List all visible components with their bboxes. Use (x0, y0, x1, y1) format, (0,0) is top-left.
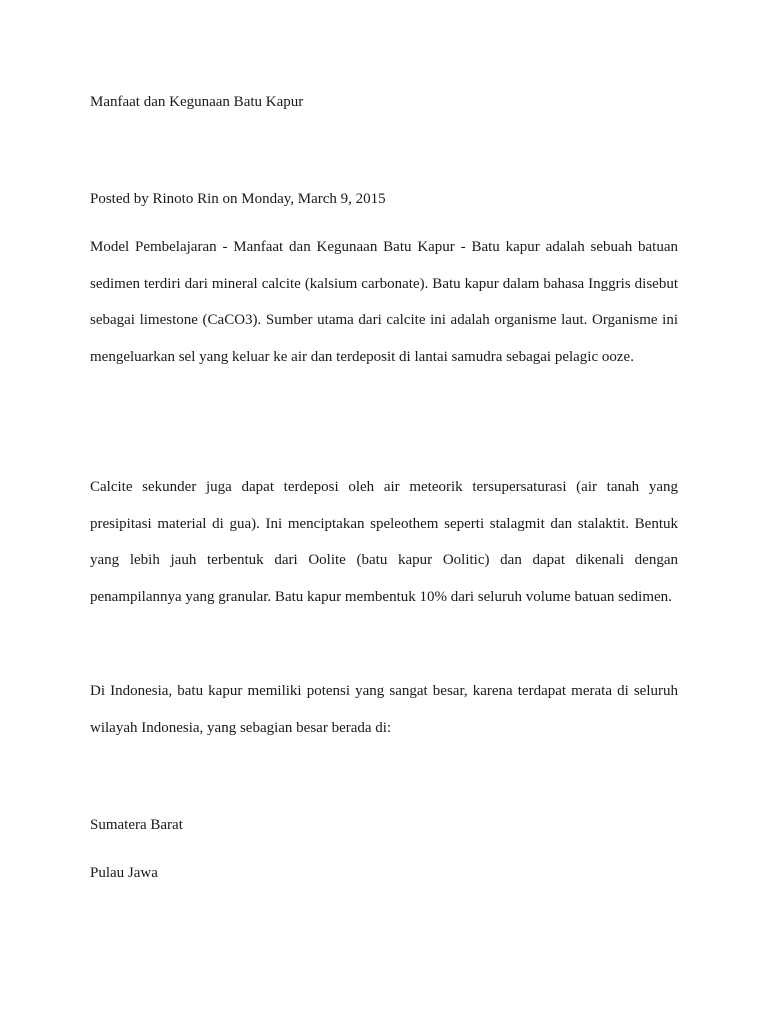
list-item: Sumatera Barat (90, 817, 183, 833)
document-title: Manfaat dan Kegunaan Batu Kapur (90, 94, 304, 110)
post-byline: Posted by Rinoto Rin on Monday, March 9, 2015 (90, 191, 386, 207)
document-body (90, 0, 678, 1024)
paragraph: Model Pembelajaran - Manfaat dan Kegunaan Batu Kapur - Batu kapur adalah sebuah batuan sedimen terdiri dari mineral calcite (kalsium carbonate). Batu kapur dalam bahasa Inggris disebut sebagai limestone (CaCO3). Sumber utama dari calcite ini adalah organisme laut. Organisme ini mengeluarkan sel yang keluar ke air dan terdeposit di lantai samudra sebagai pelagic ooze. (90, 239, 678, 365)
list-item: Pulau Jawa (90, 865, 158, 881)
paragraph: Di Indonesia, batu kapur memiliki potensi yang sangat besar, karena terdapat merata di seluruh wilayah Indonesia, yang sebagian besar berada di: (90, 683, 678, 736)
paragraph: Calcite sekunder juga dapat terdeposi oleh air meteorik tersupersaturasi (air tanah yang presipitasi material di gua). Ini menciptakan speleothem seperti stalagmit dan stalaktit. Bentuk yang lebih jauh terbentuk dari Oolite (batu kapur Oolitic) dan dapat dikenali dengan penampilannya yang granular. Batu kapur membentuk 10% dari seluruh volume batuan sedimen. (90, 479, 678, 605)
